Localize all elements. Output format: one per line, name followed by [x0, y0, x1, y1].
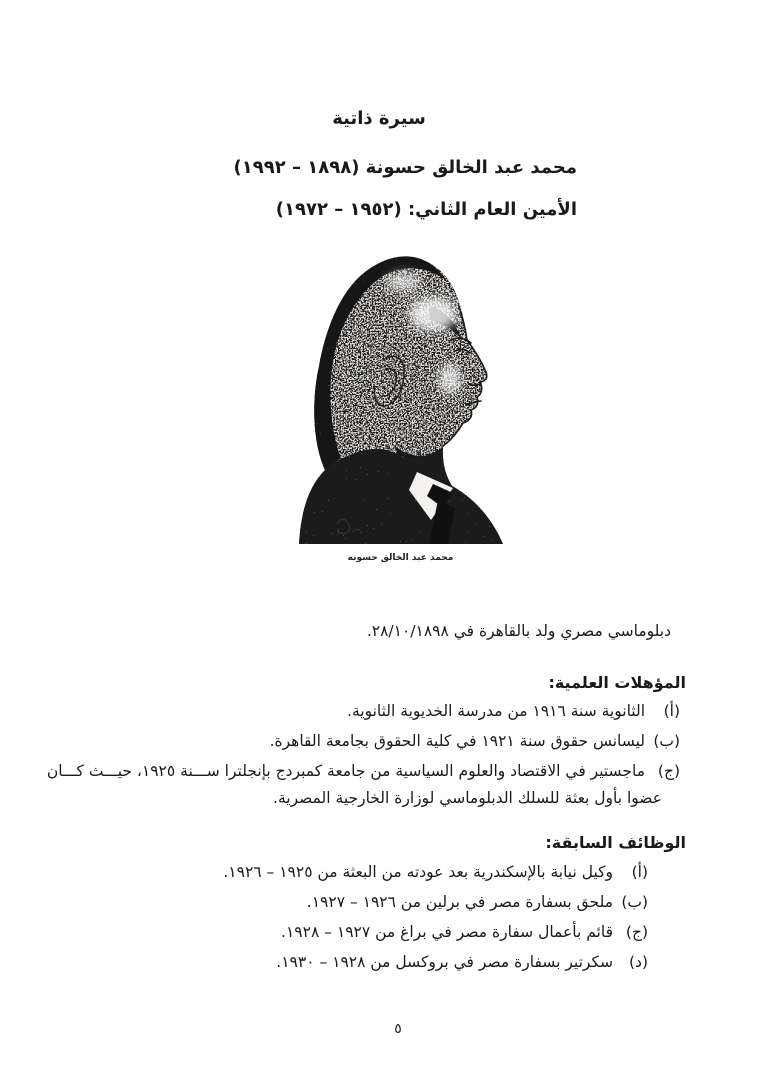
portrait-caption: محمد عبد الخالق حسونه	[347, 553, 454, 563]
person-name-years: محمد عبد الخالق حسونة (١٨٩٨ – ١٩٩٢)	[233, 157, 577, 178]
item-marker: (أ)	[663, 702, 680, 720]
item-text: ملحق بسفارة مصر في برلين من ١٩٢٦ – ١٩٢٧.	[306, 893, 613, 911]
item-marker: (ج)	[657, 762, 680, 780]
item-text: الثانوية سنة ١٩١٦ من مدرسة الخديوية الثانوية.	[347, 702, 645, 720]
item-marker: (د)	[629, 953, 648, 971]
section-heading-qualifications: المؤهلات العلمية:	[548, 673, 686, 692]
item-marker: (ب)	[621, 893, 648, 911]
page-title: سيرة ذاتية	[332, 108, 426, 129]
portrait-figure	[283, 248, 518, 563]
qualification-item-continuation	[273, 789, 662, 807]
qualification-item	[270, 732, 680, 750]
item-text: قائم بأعمال سفارة مصر في براغ من ١٩٢٧ – ١٩٢٨.	[281, 923, 613, 941]
item-marker: (ج)	[625, 923, 648, 941]
item-marker: (أ)	[631, 863, 648, 881]
qualification-item	[347, 702, 680, 720]
item-text: ليسانس حقوق سنة ١٩٢١ في كلية الحقوق بجامعة القاهرة.	[269, 732, 645, 750]
qualification-item	[47, 762, 680, 780]
item-text: سكرتير بسفارة مصر في بروكسل من ١٩٢٨ – ١٩٣٠.	[276, 953, 613, 971]
secretary-general-term: الأمين العام الثاني: (١٩٥٢ – ١٩٧٢)	[275, 199, 577, 220]
item-text: ماجستير في الاقتصاد والعلوم السياسية من جامعة كمبردج بإنجلترا ســـنة ١٩٢٥، حيـــث كـــان	[46, 762, 645, 780]
item-text: وكيل نيابة بالإسكندرية بعد عودته من البعثة من ١٩٢٥ – ١٩٢٦.	[223, 863, 613, 881]
item-marker: (ب)	[653, 732, 680, 750]
position-item	[223, 863, 648, 881]
position-item	[281, 923, 648, 941]
position-item	[276, 953, 648, 971]
item-text: عضوا بأول بعثة للسلك الدبلوماسي لوزارة الخارجية المصرية.	[273, 789, 662, 807]
intro-paragraph: دبلوماسي مصري ولد بالقاهرة في ٢٨/١٠/١٨٩٨.	[366, 622, 671, 640]
position-item	[307, 893, 648, 911]
section-heading-previous-positions: الوظائف السابقة:	[545, 833, 686, 852]
portrait-engraving	[283, 248, 518, 544]
page-number: ٥	[394, 1021, 402, 1037]
